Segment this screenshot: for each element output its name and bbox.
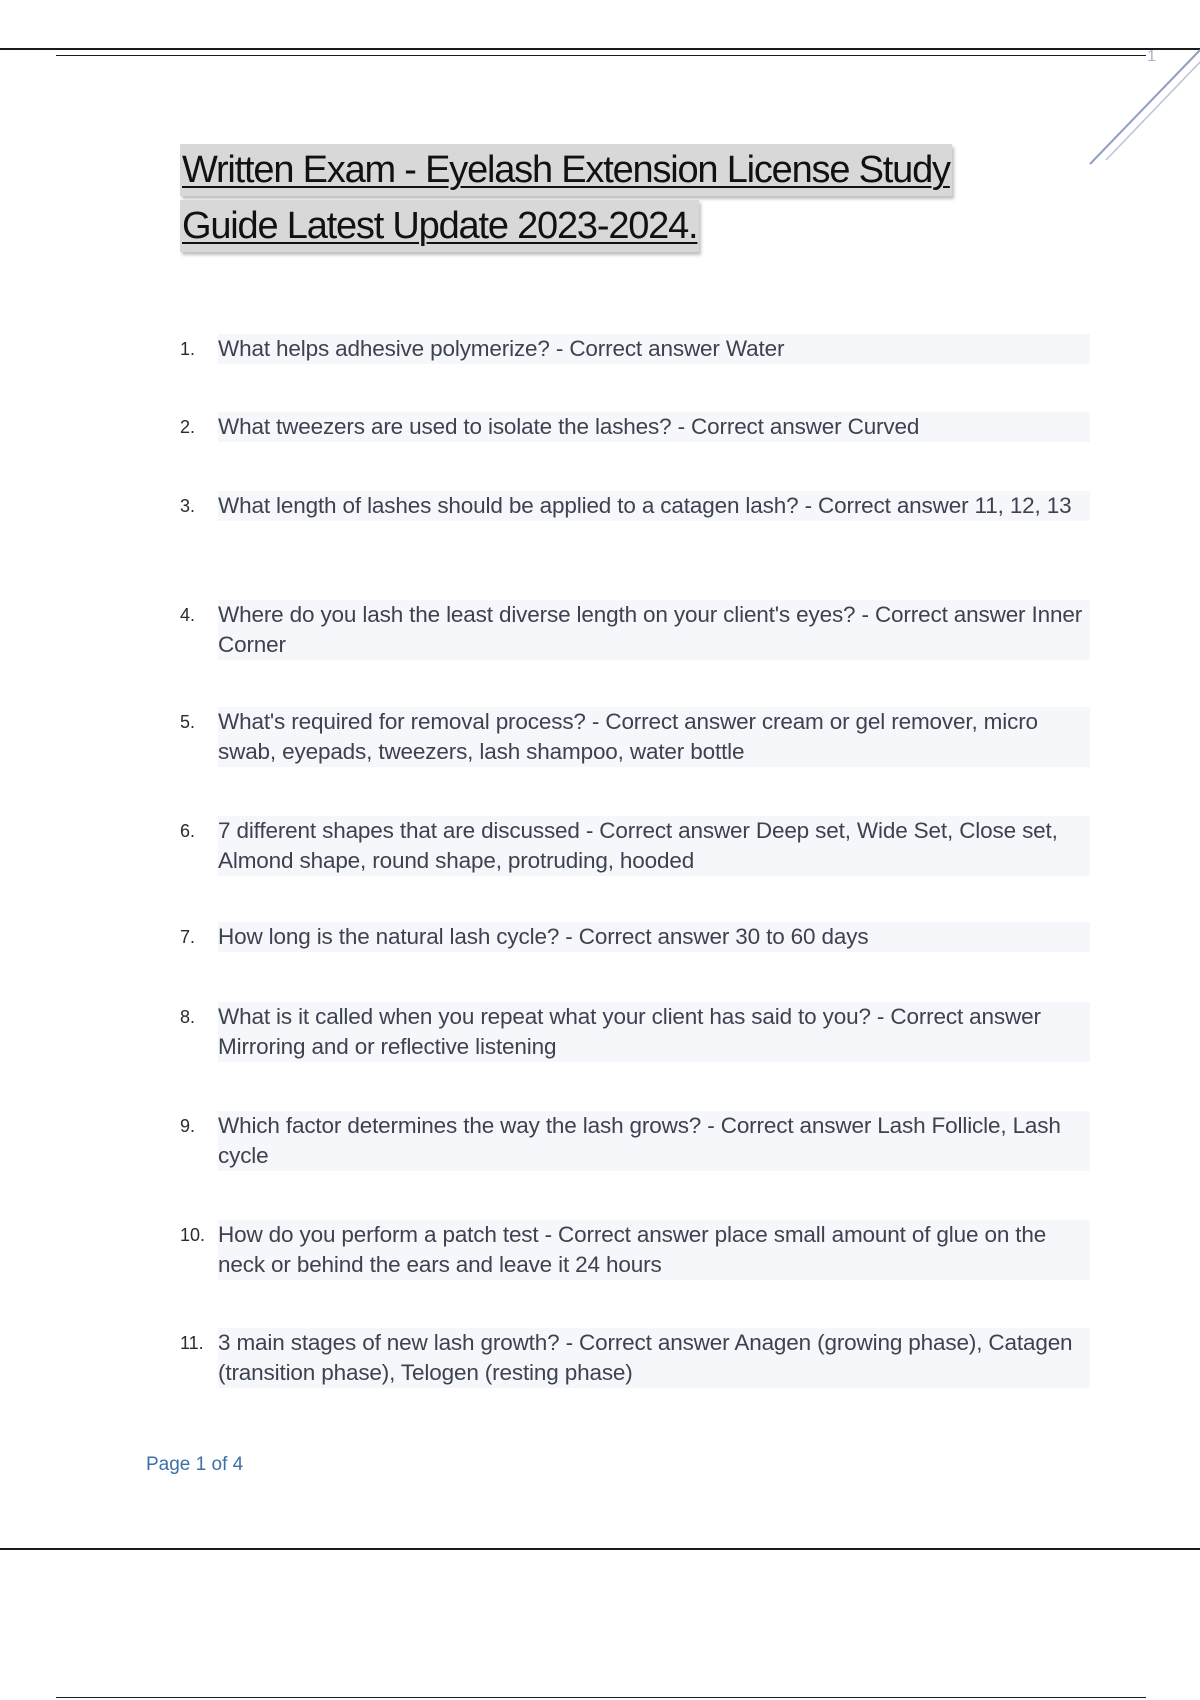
question-number: 5. <box>180 712 196 732</box>
question-number: 9. <box>180 1116 196 1136</box>
question-item <box>180 600 1090 660</box>
question-number: 2. <box>180 417 196 437</box>
header-rule-outer <box>0 48 1200 50</box>
question-item <box>180 922 1090 952</box>
question-number: 7. <box>180 927 196 947</box>
page-footer-label: Page 1 of 4 <box>146 1454 244 1475</box>
question-number: 1. <box>180 339 196 359</box>
question-number: 11. <box>180 1333 204 1353</box>
title-line-2: Guide Latest Update 2023-2024. <box>180 200 699 252</box>
question-item <box>180 1328 1090 1388</box>
question-text: What length of lashes should be applied to a catagen lash? - Correct answer 11, 12, 13 <box>218 491 1090 521</box>
question-text: What tweezers are used to isolate the lashes? - Correct answer Curved <box>218 412 1090 442</box>
question-text: How do you perform a patch test - Correct answer place small amount of glue on the neck or behind the ears and leave it 24 hours <box>218 1220 1090 1280</box>
question-item <box>180 816 1090 876</box>
footer-rule <box>0 1548 1200 1550</box>
question-item <box>180 491 1090 521</box>
question-text: How long is the natural lash cycle? - Correct answer 30 to 60 days <box>218 922 1090 952</box>
question-number: 4. <box>180 605 196 625</box>
question-text: 3 main stages of new lash growth? - Correct answer Anagen (growing phase), Catagen (transition phase), Telogen (resting phase) <box>218 1328 1090 1388</box>
question-text: Where do you lash the least diverse length on your client's eyes? - Correct answer Inner Corner <box>218 600 1090 660</box>
question-number: 6. <box>180 821 196 841</box>
question-text: 7 different shapes that are discussed - Correct answer Deep set, Wide Set, Close set, Almond shape, round shape, protruding, hooded <box>218 816 1090 876</box>
question-text: What is it called when you repeat what your client has said to you? - Correct answer Mirroring and or reflective listening <box>218 1002 1090 1062</box>
question-item <box>180 1111 1090 1171</box>
question-item <box>180 1002 1090 1062</box>
question-text: What helps adhesive polymerize? - Correct answer Water <box>218 334 1090 364</box>
question-text: What's required for removal process? - Correct answer cream or gel remover, micro swab, eyepads, tweezers, lash shampoo, water bottle <box>218 707 1090 767</box>
header-page-number: 1 <box>1147 48 1156 65</box>
question-number: 3. <box>180 496 196 516</box>
question-item <box>180 412 1090 442</box>
question-number: 8. <box>180 1007 196 1027</box>
header-rule-inner <box>56 55 1146 56</box>
question-item <box>180 334 1090 364</box>
corner-decoration-icon <box>1080 48 1200 168</box>
question-item <box>180 707 1090 767</box>
title-line-1: Written Exam - Eyelash Extension License Study <box>180 144 952 196</box>
question-number: 10. <box>180 1225 206 1245</box>
question-item <box>180 1220 1090 1280</box>
question-text: Which factor determines the way the lash grows? - Correct answer Lash Follicle, Lash cycle <box>218 1111 1090 1171</box>
next-page-rule <box>56 1697 1146 1698</box>
document-title <box>180 144 1040 256</box>
